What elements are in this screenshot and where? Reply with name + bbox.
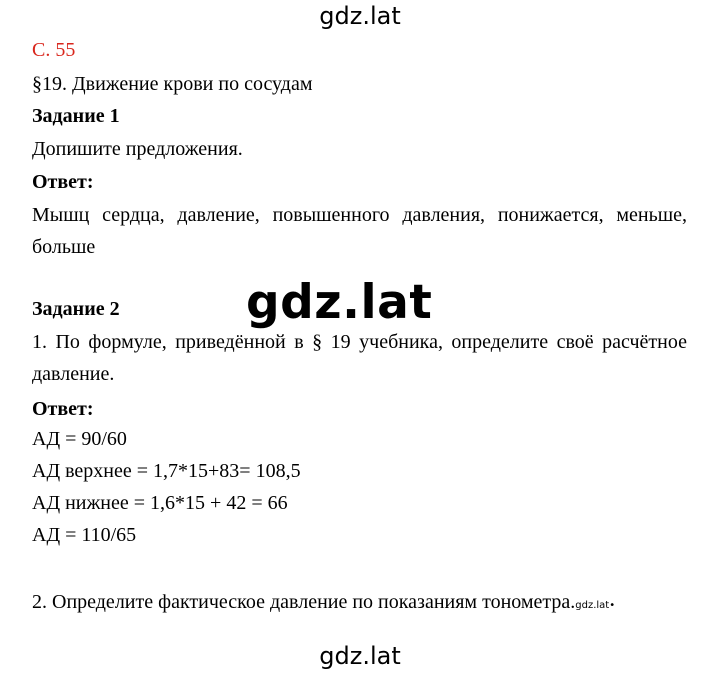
task2-question1: 1. По формуле, приведённой в § 19 учебника, определите своё расчётное давление. [32,331,687,385]
answer-line-3: АД нижнее = 1,6*15 + 42 = 66 [32,492,288,514]
task2-question2 [32,590,615,618]
answer-line-2: АД верхнее = 1,7*15+83= 108,5 [32,460,301,482]
watermark-small: gdz.lat [575,600,610,611]
section-title: §19. Движение крови по сосудам [32,73,313,95]
watermark-top: gdz.lat [319,2,401,30]
task2-heading: Задание 2 [32,298,120,320]
answer-line-1: АД = 90/60 [32,428,127,450]
watermark-bottom: gdz.lat [319,642,401,670]
page-reference: С. 55 [32,39,76,61]
task2-question2-text: 2. Определите фактическое давление по показаниям тонометра. [32,591,576,613]
task1-heading: Задание 1 [32,105,120,127]
task1-answer-label: Ответ: [32,171,94,193]
question2-tail-mark: • [609,600,616,611]
task2-answer-label: Ответ: [32,398,94,420]
task1-answer-text: Мышц сердца, давление, повышенного давления, понижается, меньше, больше [32,204,687,258]
task1-prompt: Допишите предложения. [32,138,243,160]
answer-line-4: АД = 110/65 [32,524,137,546]
watermark-center: gdz.lat [246,275,433,330]
